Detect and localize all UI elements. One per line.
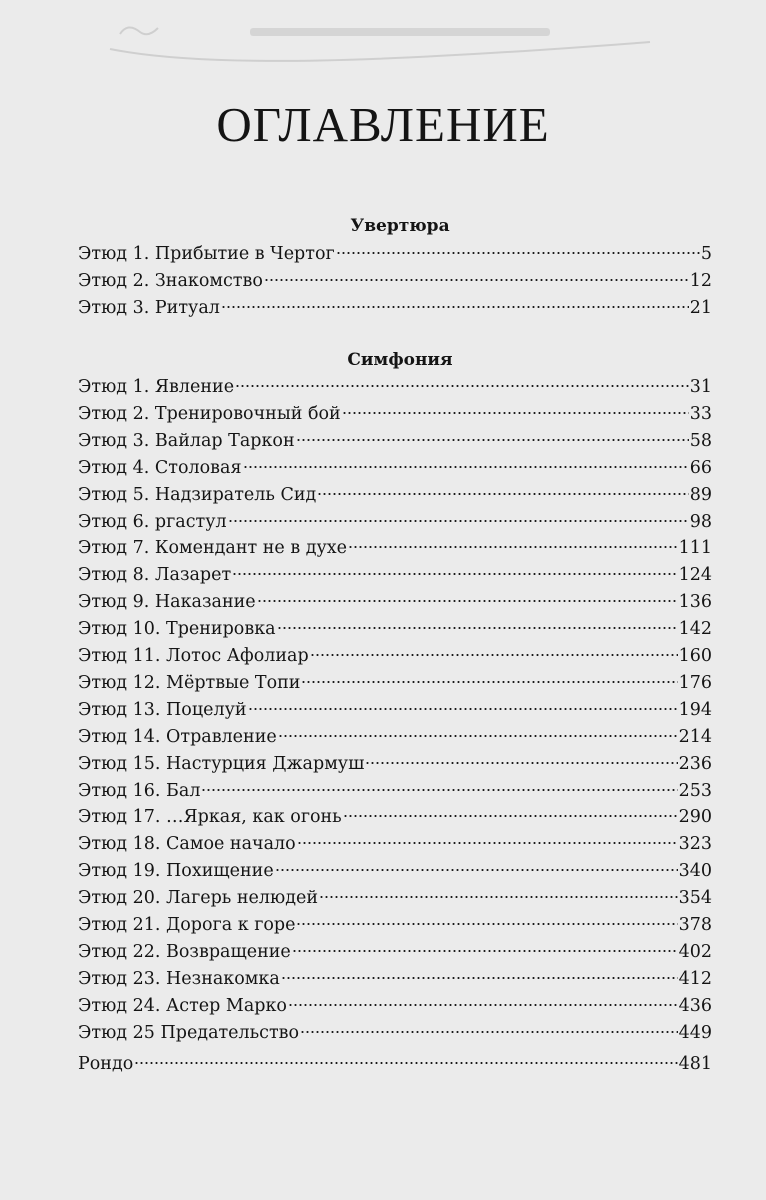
dot-leader bbox=[319, 896, 678, 898]
toc-entry-title: Этюд 12. Мёртвые Топи bbox=[78, 672, 301, 693]
dot-leader bbox=[243, 466, 689, 468]
toc-entry-page-number: 323 bbox=[678, 834, 712, 855]
toc-entry-page-number: 449 bbox=[678, 1022, 712, 1043]
toc-entry bbox=[78, 646, 712, 672]
toc-entry bbox=[78, 996, 712, 1022]
toc-entry-page-number: 142 bbox=[678, 619, 712, 640]
toc-entry-page-number: 214 bbox=[678, 726, 712, 747]
dot-leader bbox=[228, 520, 689, 522]
toc-entry bbox=[78, 512, 712, 538]
toc-entry-page-number: 58 bbox=[689, 430, 712, 451]
toc-entry bbox=[78, 458, 712, 484]
dot-leader bbox=[264, 279, 689, 281]
toc-entry bbox=[78, 1023, 712, 1049]
toc-entry-page-number: 12 bbox=[689, 270, 712, 291]
toc-entry-page-number: 111 bbox=[678, 538, 712, 559]
toc-entry-title: Этюд 10. Тренировка bbox=[78, 619, 276, 640]
toc-entry-page-number: 21 bbox=[689, 297, 712, 318]
toc-entry-title: Этюд 2. Знакомство bbox=[78, 270, 263, 291]
toc-entry-title: Этюд 17. …Яркая, как огонь bbox=[78, 807, 342, 828]
toc-entry-page-number: 340 bbox=[678, 861, 712, 882]
toc-entry-title: Этюд 13. Поцелуй bbox=[78, 699, 247, 720]
toc-entry-page-number: 89 bbox=[689, 484, 712, 505]
dot-leader bbox=[281, 977, 678, 979]
dot-leader bbox=[201, 789, 677, 791]
toc-entry-page-number: 124 bbox=[678, 565, 712, 586]
dot-leader bbox=[221, 306, 689, 308]
dot-leader bbox=[248, 708, 678, 710]
dot-leader bbox=[300, 1031, 678, 1033]
toc-entry bbox=[78, 271, 712, 297]
toc-entry-title: Этюд 16. Бал bbox=[78, 780, 201, 801]
toc-entry-title: Этюд 24. Астер Марко bbox=[78, 995, 287, 1016]
dot-leader bbox=[232, 573, 677, 575]
toc-entry-title: Этюд 19. Похищение bbox=[78, 861, 274, 882]
dot-leader bbox=[342, 412, 689, 414]
toc-entry-page-number: 66 bbox=[689, 457, 712, 478]
toc-entry bbox=[78, 1054, 712, 1080]
toc-entry bbox=[78, 298, 712, 324]
toc-entry-title: Этюд 23. Незнакомка bbox=[78, 968, 280, 989]
toc-entry-title: Этюд 18. Самое начало bbox=[78, 834, 296, 855]
toc-entry bbox=[78, 404, 712, 430]
dot-leader bbox=[296, 439, 689, 441]
dot-leader bbox=[278, 735, 678, 737]
toc-entry bbox=[78, 673, 712, 699]
toc-entry bbox=[78, 244, 712, 270]
toc-entry-page-number: 5 bbox=[700, 244, 712, 264]
toc-entry bbox=[78, 888, 712, 914]
dot-leader bbox=[336, 252, 700, 254]
toc-entry bbox=[78, 942, 712, 968]
toc-entry bbox=[78, 834, 712, 860]
dot-leader bbox=[343, 815, 678, 817]
toc-entry-title: Этюд 9. Наказание bbox=[78, 592, 256, 613]
dot-leader bbox=[296, 923, 677, 925]
page-title: ОГЛАВЛЕНИЕ bbox=[216, 97, 550, 152]
dot-leader bbox=[134, 1062, 677, 1064]
toc-entry-page-number: 136 bbox=[678, 592, 712, 613]
toc-entry bbox=[78, 727, 712, 753]
toc-entry-title: Этюд 6. ргастул bbox=[78, 511, 227, 532]
toc-entry-title: Этюд 7. Комендант не в духе bbox=[78, 538, 348, 559]
toc-entry-page-number: 354 bbox=[678, 888, 712, 909]
dot-leader bbox=[235, 385, 689, 387]
toc-entry-page-number: 481 bbox=[678, 1054, 712, 1074]
dot-leader bbox=[301, 681, 677, 683]
toc-entry-title: Этюд 14. Отравление bbox=[78, 726, 277, 747]
toc-entry-title: Этюд 1. Явление bbox=[78, 377, 235, 397]
toc-entry bbox=[78, 538, 712, 564]
dot-leader bbox=[277, 627, 678, 629]
toc-entry-page-number: 402 bbox=[678, 941, 712, 962]
dot-leader bbox=[275, 869, 678, 871]
toc-entry bbox=[78, 700, 712, 726]
toc-entry bbox=[78, 861, 712, 887]
toc-entry-page-number: 378 bbox=[678, 915, 712, 935]
toc-entry bbox=[78, 969, 712, 995]
toc-entry-page-number: 98 bbox=[689, 511, 712, 532]
dot-leader bbox=[288, 1004, 678, 1006]
toc-entry bbox=[78, 754, 712, 780]
toc-entry-page-number: 194 bbox=[678, 699, 712, 720]
toc-entry bbox=[78, 485, 712, 511]
toc-entry-title: Этюд 15. Настурция Джармуш bbox=[78, 753, 365, 774]
dot-leader bbox=[297, 842, 678, 844]
toc-entry-title: Этюд 2. Тренировочный бой bbox=[78, 403, 341, 424]
toc-entry-title: Рондо bbox=[78, 1054, 134, 1074]
toc-entry bbox=[78, 781, 712, 807]
section-heading: Увертюра bbox=[350, 216, 450, 236]
toc-entry-title: Этюд 3. Вайлар Таркон bbox=[78, 430, 295, 451]
toc-entry-title: Этюд 21. Дорога к горе bbox=[78, 915, 296, 935]
toc-entry-page-number: 253 bbox=[678, 780, 712, 801]
toc-entry-title: Этюд 5. Надзиратель Сид bbox=[78, 484, 317, 505]
toc-entry-title: Этюд 11. Лотос Афолиар bbox=[78, 646, 309, 666]
toc-entry-page-number: 290 bbox=[678, 807, 712, 828]
toc-entry-title: Этюд 3. Ритуал bbox=[78, 297, 220, 318]
toc-entry bbox=[78, 619, 712, 645]
dot-leader bbox=[365, 762, 677, 764]
show-through-header-ornament bbox=[90, 14, 690, 64]
toc-entry bbox=[78, 807, 712, 833]
toc-entry-page-number: 176 bbox=[678, 672, 712, 693]
dot-leader bbox=[257, 600, 678, 602]
toc-entry bbox=[78, 592, 712, 618]
toc-entry bbox=[78, 915, 712, 941]
toc-entry-page-number: 31 bbox=[689, 377, 712, 397]
toc-entry-title: Этюд 20. Лагерь нелюдей bbox=[78, 888, 319, 909]
toc-entry-title: Этюд 8. Лазарет bbox=[78, 565, 232, 586]
toc-entry-page-number: 412 bbox=[678, 968, 712, 989]
dot-leader bbox=[317, 493, 688, 495]
section-heading: Симфония bbox=[347, 350, 453, 370]
toc-entry-page-number: 33 bbox=[689, 403, 712, 424]
toc-entry-title: Этюд 25 Предательство bbox=[78, 1022, 300, 1043]
toc-entry-title: Этюд 1. Прибытие в Чертог bbox=[78, 244, 335, 264]
toc-entry-page-number: 436 bbox=[678, 995, 712, 1016]
toc-entry bbox=[78, 431, 712, 457]
toc-entry-page-number: 236 bbox=[678, 753, 712, 774]
dot-leader bbox=[310, 654, 678, 656]
toc-entry-title: Этюд 4. Столовая bbox=[78, 457, 242, 478]
toc-entry-page-number: 160 bbox=[678, 646, 712, 666]
dot-leader bbox=[348, 546, 678, 548]
toc-entry bbox=[78, 377, 712, 403]
toc-entry bbox=[78, 565, 712, 591]
toc-entry-title: Этюд 22. Возвращение bbox=[78, 941, 291, 962]
dot-leader bbox=[292, 950, 678, 952]
